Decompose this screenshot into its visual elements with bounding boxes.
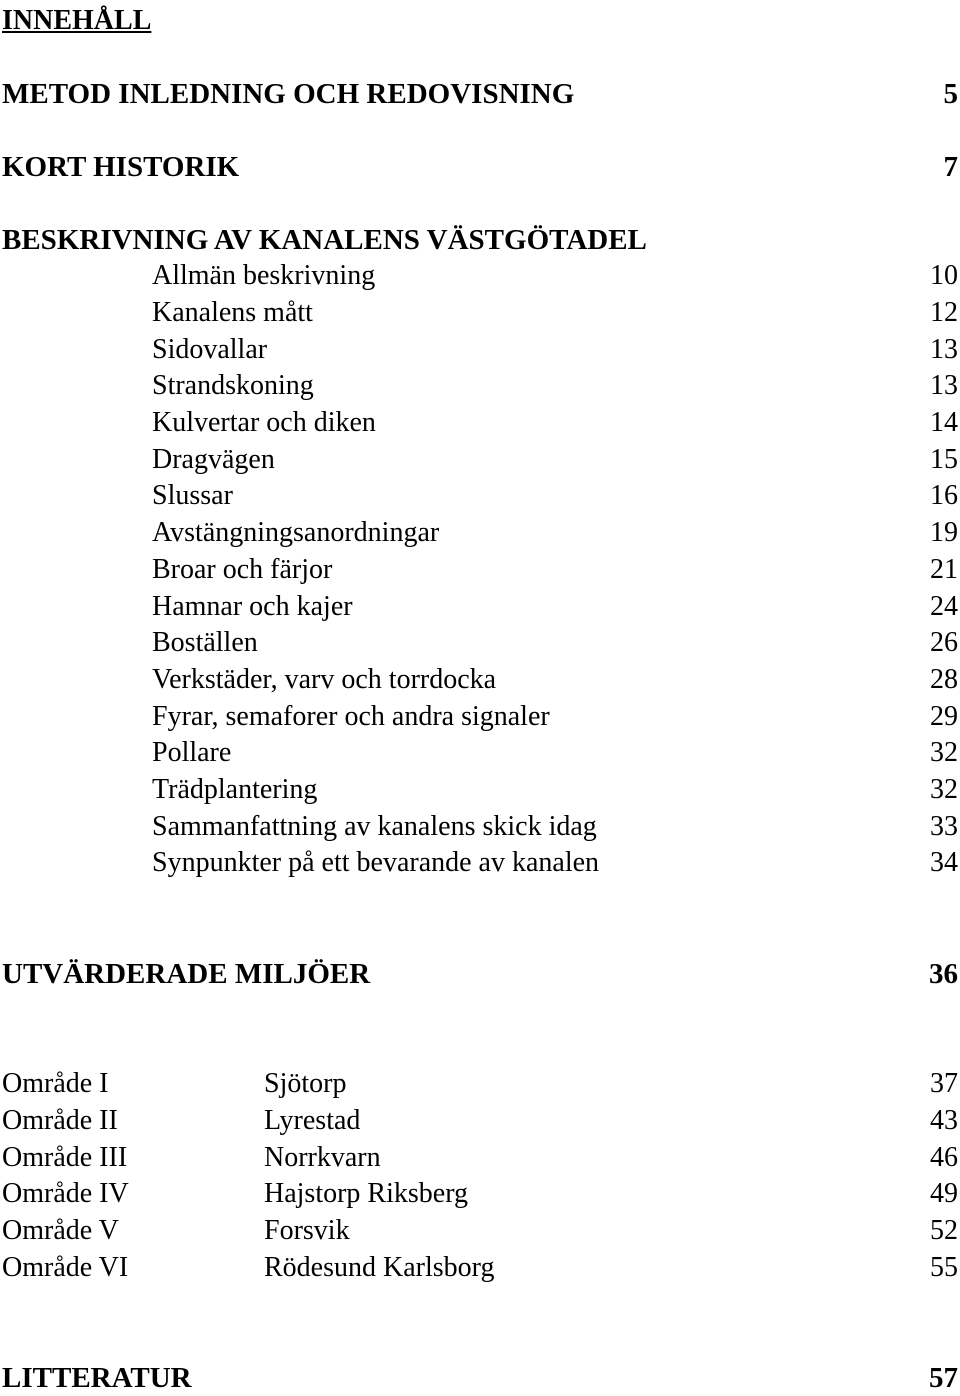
entry-label: LITTERATUR xyxy=(2,1362,192,1394)
area-place: Norrkvarn xyxy=(264,1142,381,1173)
subentry-page-number: 34 xyxy=(930,847,958,878)
area-page-number: 52 xyxy=(930,1215,958,1246)
subentry-label: Strandskoning xyxy=(152,370,314,401)
subentry-page-number: 13 xyxy=(930,334,958,365)
subentry-label: Verkstäder, varv och torrdocka xyxy=(152,664,497,695)
subentry-label: Avstängningsanordningar xyxy=(152,517,440,548)
entry-label: BESKRIVNING AV KANALENS VÄSTGÖTADEL xyxy=(2,224,647,256)
area-page-number: 43 xyxy=(930,1105,958,1136)
area-label: Område IV xyxy=(2,1178,129,1209)
area-page-number: 46 xyxy=(930,1142,958,1173)
subentry-page-number: 26 xyxy=(930,627,958,658)
area-label: Område III xyxy=(2,1142,128,1173)
toc-subentry[interactable] xyxy=(2,442,958,478)
toc-area-entry[interactable] xyxy=(2,1140,958,1176)
area-place: Lyrestad xyxy=(264,1105,361,1136)
area-page-number: 55 xyxy=(930,1252,958,1283)
toc-subentry[interactable] xyxy=(2,699,958,735)
toc-subentry[interactable] xyxy=(2,258,958,294)
subentry-page-number: 32 xyxy=(930,774,958,805)
subentry-label: Slussar xyxy=(152,480,233,511)
subentry-page-number: 21 xyxy=(930,554,958,585)
toc-subentry[interactable] xyxy=(2,772,958,808)
toc-area-entry[interactable] xyxy=(2,1176,958,1212)
area-page-number: 37 xyxy=(930,1068,958,1099)
toc-subentry[interactable] xyxy=(2,405,958,441)
subentry-label: Dragvägen xyxy=(152,444,275,475)
toc-subentry[interactable] xyxy=(2,625,958,661)
entry-label: KORT HISTORIK xyxy=(2,151,240,183)
subentry-page-number: 14 xyxy=(930,407,958,438)
subentry-label: Trädplantering xyxy=(152,774,318,805)
toc-entry-historik[interactable] xyxy=(2,149,958,185)
subentry-page-number: 28 xyxy=(930,664,958,695)
toc-entry-metod[interactable] xyxy=(2,76,958,112)
area-place: Rödesund Karlsborg xyxy=(264,1252,495,1283)
toc-subentry[interactable] xyxy=(2,295,958,331)
toc-subentry[interactable] xyxy=(2,809,958,845)
subentry-page-number: 10 xyxy=(930,260,958,291)
toc-subentry[interactable] xyxy=(2,735,958,771)
toc-title: INNEHÅLL xyxy=(2,5,152,36)
subentry-label: Fyrar, semaforer och andra signaler xyxy=(152,701,550,732)
toc-entry-litteratur[interactable] xyxy=(2,1360,958,1396)
subentry-label: Hamnar och kajer xyxy=(152,591,353,622)
toc-area-entry[interactable] xyxy=(2,1213,958,1249)
subentry-page-number: 33 xyxy=(930,811,958,842)
area-label: Område II xyxy=(2,1105,118,1136)
subentry-label: Kulvertar och diken xyxy=(152,407,376,438)
subentry-label: Pollare xyxy=(152,737,232,768)
entry-label: METOD INLEDNING OCH REDOVISNING xyxy=(2,78,575,110)
subentry-page-number: 16 xyxy=(930,480,958,511)
toc-subentry[interactable] xyxy=(2,845,958,881)
area-place: Hajstorp Riksberg xyxy=(264,1178,469,1209)
area-place: Forsvik xyxy=(264,1215,350,1246)
entry-page-number: 36 xyxy=(929,958,958,990)
toc-area-entry[interactable] xyxy=(2,1103,958,1139)
toc-subentry[interactable] xyxy=(2,478,958,514)
toc-area-entry[interactable] xyxy=(2,1250,958,1286)
area-label: Område VI xyxy=(2,1252,129,1283)
subentry-page-number: 29 xyxy=(930,701,958,732)
subentry-label: Sidovallar xyxy=(152,334,268,365)
entry-label: UTVÄRDERADE MILJÖER xyxy=(2,958,371,990)
entry-page-number: 7 xyxy=(943,151,958,183)
toc-subentry[interactable] xyxy=(2,332,958,368)
subentry-page-number: 13 xyxy=(930,370,958,401)
entry-page-number: 5 xyxy=(943,78,958,110)
toc-entry-beskrivning[interactable] xyxy=(2,222,958,258)
subentry-label: Kanalens mått xyxy=(152,297,313,328)
toc-subentry[interactable] xyxy=(2,515,958,551)
area-label: Område I xyxy=(2,1068,109,1099)
subentry-page-number: 19 xyxy=(930,517,958,548)
toc-subentry[interactable] xyxy=(2,589,958,625)
subentry-page-number: 24 xyxy=(930,591,958,622)
area-place: Sjötorp xyxy=(264,1068,347,1099)
toc-subentry[interactable] xyxy=(2,662,958,698)
subentry-label: Synpunkter på ett bevarande av kanalen xyxy=(152,847,600,878)
toc-entry-utvarderade[interactable] xyxy=(2,956,958,992)
subentry-label: Sammanfattning av kanalens skick idag xyxy=(152,811,597,842)
subentry-page-number: 15 xyxy=(930,444,958,475)
subentry-label: Boställen xyxy=(152,627,258,658)
subentry-label: Allmän beskrivning xyxy=(152,260,376,291)
subentry-label: Broar och färjor xyxy=(152,554,333,585)
area-page-number: 49 xyxy=(930,1178,958,1209)
area-label: Område V xyxy=(2,1215,119,1246)
toc-subentry[interactable] xyxy=(2,368,958,404)
toc-subentry[interactable] xyxy=(2,552,958,588)
subentry-page-number: 32 xyxy=(930,737,958,768)
subentry-page-number: 12 xyxy=(930,297,958,328)
entry-page-number: 57 xyxy=(929,1362,958,1394)
toc-area-entry[interactable] xyxy=(2,1066,958,1102)
